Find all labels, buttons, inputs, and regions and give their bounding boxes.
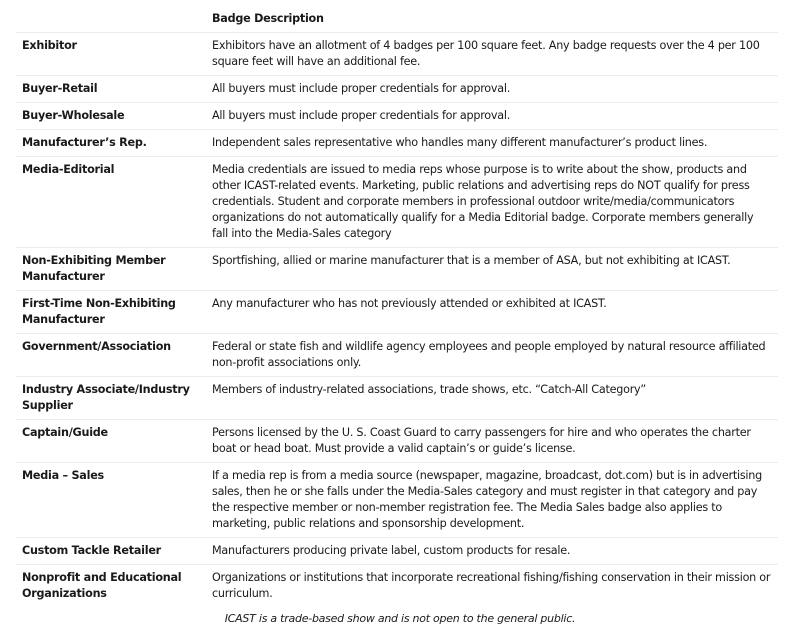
badge-description: Sportfishing, allied or marine manufacturer that is a member of ASA, but not exhibiting at ICAST. <box>206 248 778 291</box>
table-row <box>16 334 778 377</box>
table-row <box>16 291 778 334</box>
badge-type: Manufacturer’s Rep. <box>16 130 206 157</box>
table-row <box>16 538 778 565</box>
badge-type: Government/Association <box>16 334 206 377</box>
badge-type: First-Time Non-Exhibiting Manufacturer <box>16 291 206 334</box>
badge-description: Exhibitors have an allotment of 4 badges per 100 square feet. Any badge requests over the 4 per 100 square feet will have an additional fee. <box>206 33 778 76</box>
badge-description: Organizations or institutions that incorporate recreational fishing/fishing conservation in their mission or curriculum. <box>212 571 771 600</box>
badge-description: Federal or state fish and wildlife agency employees and people employed by natural resource affiliated non-profit associations only. <box>206 334 778 377</box>
table-row <box>16 377 778 420</box>
column-header-badge-description: Badge Description <box>206 0 778 33</box>
column-header-badge-type <box>16 0 206 33</box>
badge-table <box>16 0 778 607</box>
table-header-row <box>16 0 778 33</box>
badge-description: If a media rep is from a media source (newspaper, magazine, broadcast, dot.com) but is in advertising sales, then he or she falls under the Media-Sales category and must register in that category and pay the respective member or non-member registration fee. The Media Sales badge also applies to marketing, public relations and sponsorship development. <box>206 463 778 538</box>
badge-description: Members of industry-related associations, trade shows, etc. “Catch-All Category” <box>206 377 778 420</box>
table-row <box>16 463 778 538</box>
table-row <box>16 157 778 248</box>
badge-type: Industry Associate/Industry Supplier <box>16 377 206 420</box>
badge-description: Any manufacturer who has not previously attended or exhibited at ICAST. <box>206 291 778 334</box>
badge-type: Media-Editorial <box>16 157 206 248</box>
badge-type: Nonprofit and Educational Organizations <box>22 571 182 600</box>
badge-description: Persons licensed by the U. S. Coast Guard to carry passengers for hire and who operates the charter boat or head boat. Must provide a valid captain’s or guide’s license. <box>206 420 778 463</box>
badge-type: Media – Sales <box>16 463 206 538</box>
table-row <box>16 103 778 130</box>
badge-description: Independent sales representative who handles many different manufacturer’s product lines. <box>206 130 778 157</box>
table-row <box>16 248 778 291</box>
badge-type: Captain/Guide <box>16 420 206 463</box>
footnote: ICAST is a trade-based show and is not open to the general public. <box>224 612 576 625</box>
badge-type: Buyer-Wholesale <box>16 103 206 130</box>
table-row <box>16 565 778 608</box>
badge-description: Manufacturers producing private label, custom products for resale. <box>206 538 778 565</box>
badge-description: All buyers must include proper credentials for approval. <box>206 103 778 130</box>
badge-type: Exhibitor <box>16 33 206 76</box>
table-row <box>16 420 778 463</box>
table-row <box>16 76 778 103</box>
badge-description: Media credentials are issued to media reps whose purpose is to write about the show, products and other ICAST-related events. Marketing, public relations and advertising reps do NOT qualify for press credentials. Student and corporate members in professional outdoor write/media/communicators organizations do not automatically qualify for a Media Editorial badge. Corporate members generally fall into the Media-Sales category <box>206 157 778 248</box>
table-row <box>16 130 778 157</box>
badge-type: Custom Tackle Retailer <box>16 538 206 565</box>
badge-type: Non-Exhibiting Member Manufacturer <box>16 248 206 291</box>
table-row <box>16 33 778 76</box>
badge-description: All buyers must include proper credentials for approval. <box>206 76 778 103</box>
badge-type: Buyer-Retail <box>16 76 206 103</box>
